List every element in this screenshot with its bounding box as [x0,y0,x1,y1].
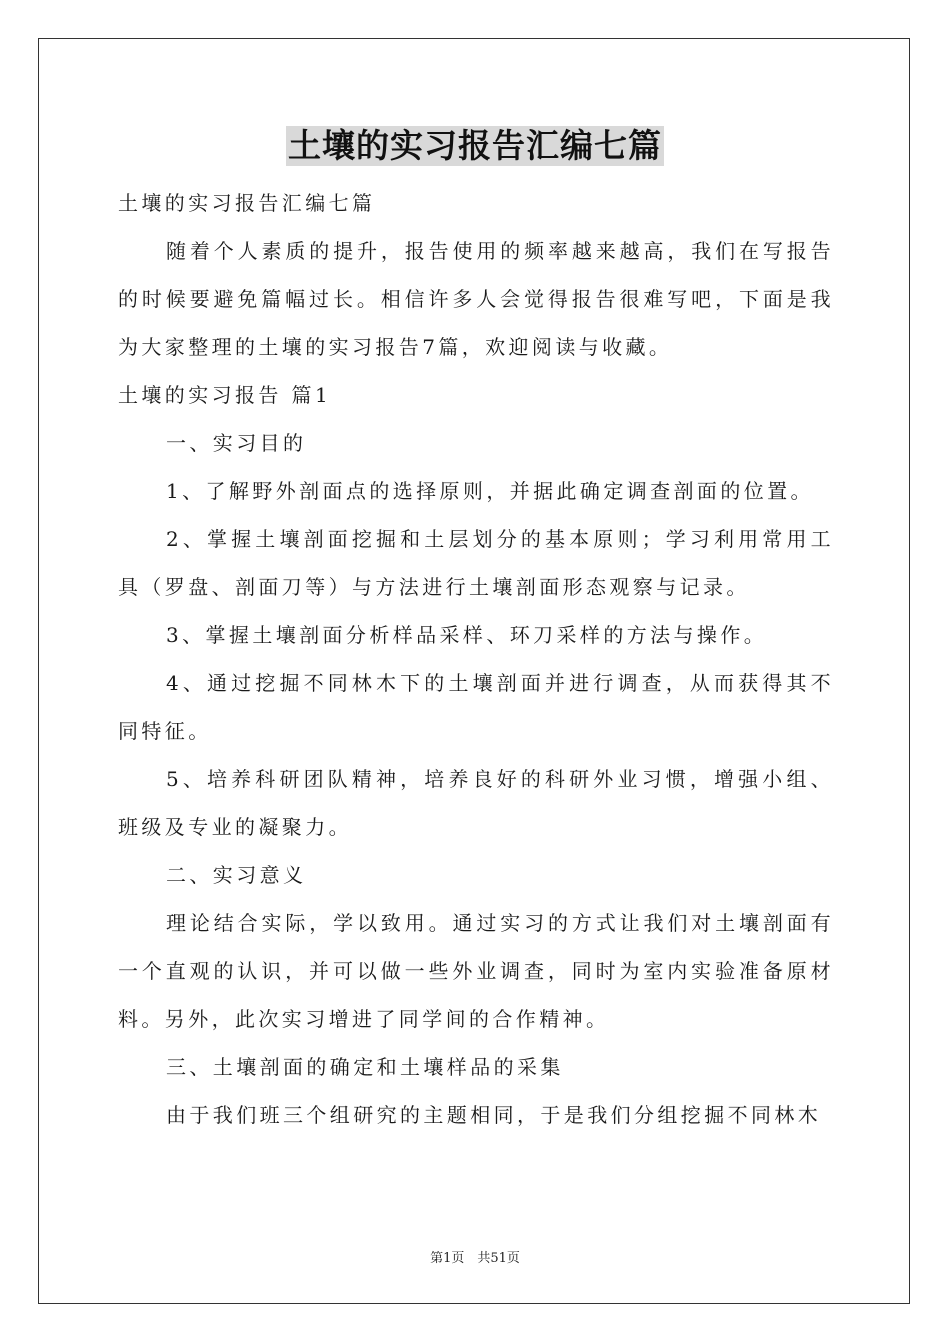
document-body [118,179,834,1139]
paragraph: 一、实习目的 [166,431,307,455]
paragraph: 2、掌握土壤剖面挖掘和土层划分的基本原则；学习利用常用工具（罗盘、剖面刀等）与方法进行土壤剖面形态观察与记录。 [118,527,834,599]
paragraph: 由于我们班三个组研究的主题相同，于是我们分组挖掘不同林木 [166,1103,822,1127]
paragraph: 1、了解野外剖面点的选择原则，并据此确定调查剖面的位置。 [166,479,814,503]
paragraph: 4、通过挖掘不同林木下的土壤剖面并进行调查，从而获得其不同特征。 [118,671,834,743]
paragraph: 理论结合实际，学以致用。通过实习的方式让我们对土壤剖面有一个直观的认识，并可以做一些外业调查，同时为室内实验准备原材料。另外，此次实习增进了同学间的合作精神。 [118,911,834,1031]
paragraph: 三、土壤剖面的确定和土壤样品的采集 [166,1055,564,1079]
paragraph: 5、培养科研团队精神，培养良好的科研外业习惯，增强小组、班级及专业的凝聚力。 [118,767,834,839]
document-title: 土壤的实习报告汇编七篇 [288,126,662,165]
paragraph: 二、实习意义 [166,863,307,887]
paragraph: 3、掌握土壤剖面分析样品采样、环刀采样的方法与操作。 [166,623,768,647]
paragraph: 土壤的实习报告 篇1 [118,383,332,407]
page-number-footer: 第1页 共51页 [430,1251,520,1266]
title-area [0,126,950,166]
paragraph: 随着个人素质的提升，报告使用的频率越来越高，我们在写报告的时候要避免篇幅过长。相信许多人会觉得报告很难写吧，下面是我为大家整理的土壤的实习报告7篇，欢迎阅读与收藏。 [118,239,834,359]
paragraph: 土壤的实习报告汇编七篇 [118,191,376,215]
